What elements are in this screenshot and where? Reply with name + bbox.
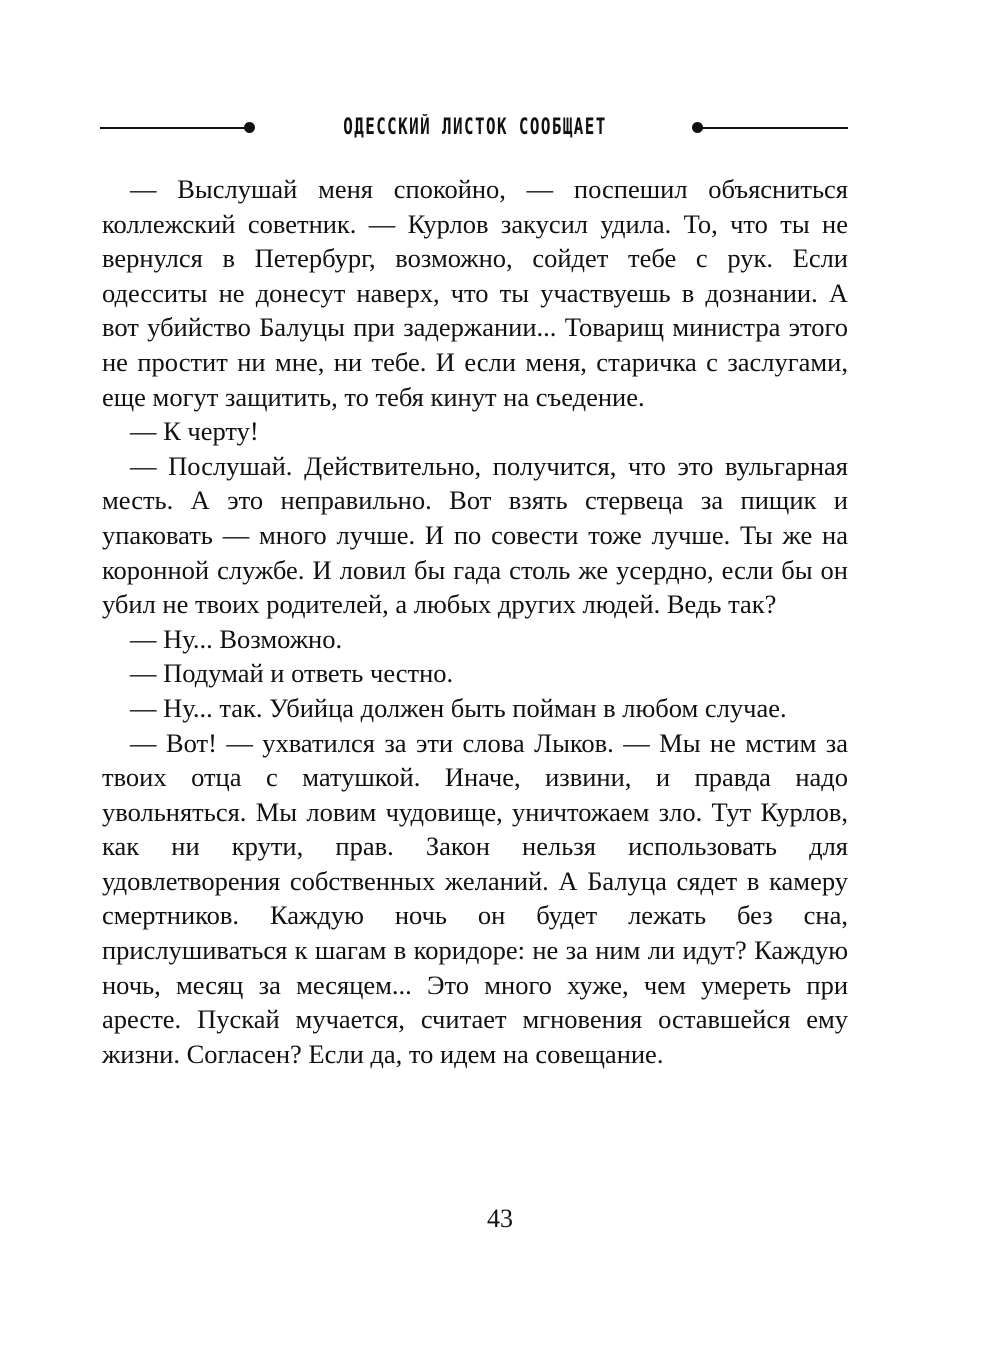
header-dot-left-icon <box>244 122 255 133</box>
paragraph: — Ну... так. Убийца должен быть пойман в любом случае. <box>130 692 787 723</box>
paragraph: — Выслушай меня спокойно, — поспешил объясниться коллежский советник. — Курлов закусил удила. То, что ты не вернулся в Петербург, возможно, сойдет тебе с рук. Если одесситы не донесут наверх, что ты участвуешь в дознании. А вот убийство Балуцы при задержании... Товарищ министра этого не простит ни мне, ни тебе. И если меня, старичка с заслугами, еще могут защитить, то тебя кинут на съедение. <box>102 174 848 412</box>
paragraph: — Ну... Возможно. <box>130 623 343 654</box>
paragraph: — Подумай и ответь честно. <box>130 658 454 689</box>
body-text <box>102 172 848 1071</box>
paragraph: — Вот! — ухватился за эти слова Лыков. — Мы не мстим за твоих отца с матушкой. Иначе, извини, и правда надо увольняться. Мы ловим чудовище, уничтожаем зло. Тут Курлов, как ни крути, прав. Закон нельзя использовать для удовлетворения собственных желаний. А Балуца сядет в камеру смертников. Каждую ночь он будет лежать без сна, прислушиваться к шагам в коридоре: не за ним ли идут? Каждую ночь, месяц за месяцем... Это много хуже, чем умереть при аресте. Пускай мучается, считает мгновения оставшейся ему жизни. Согласен? Если да, то идем на совещание. <box>102 727 848 1069</box>
page-number: 43 <box>487 1204 513 1233</box>
paragraph: — Послушай. Действительно, получится, что это вульгарная месть. А это неправильно. Вот взять стервеца за пищик и упаковать — много лучше. И по совести тоже лучше. Ты же на коронной службе. И ловил бы гада столь же усердно, если бы он убил не твоих родителей, а любых других людей. Ведь так? <box>102 450 848 620</box>
running-header <box>100 112 848 144</box>
header-rule-left <box>100 127 250 129</box>
header-rule-right <box>698 127 848 129</box>
paragraph: — К черту! <box>130 416 259 447</box>
running-title: ОДЕССКИЙ ЛИСТОК СООБЩАЕТ <box>343 115 607 140</box>
